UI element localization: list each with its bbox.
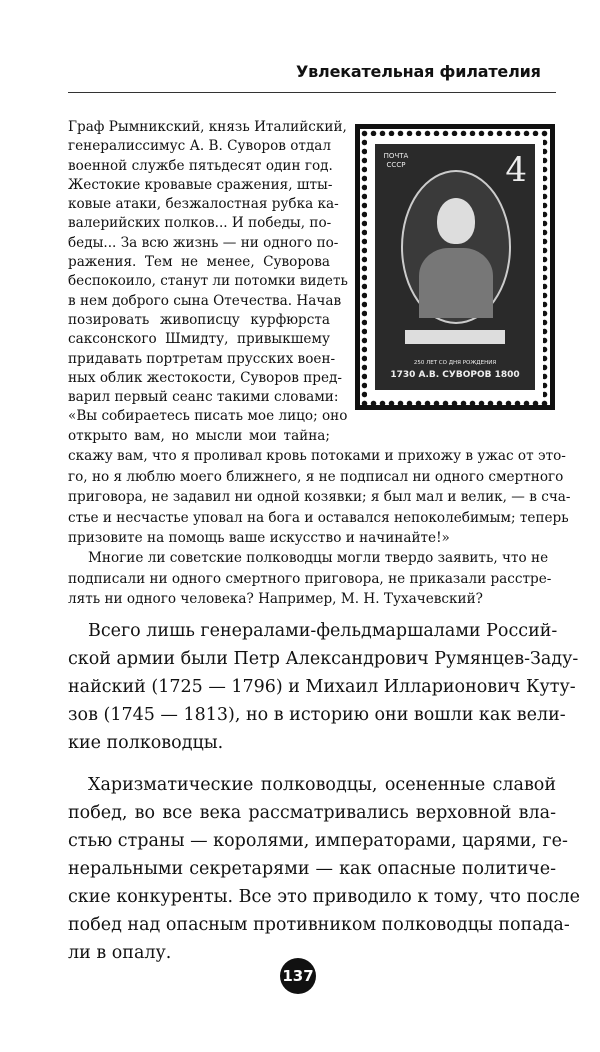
text-line: зов (1745 — 1813), но в историю они вошли как вели- <box>68 705 566 725</box>
text-line: Всего лишь генералами-фельдмаршалами Россий- <box>88 621 558 641</box>
text-line: саксонского Шмидту, привыкшему <box>68 331 330 348</box>
text-line: ных облик жестокости, Суворов пред- <box>68 369 342 386</box>
text-line: найский (1725 — 1796) и Михаил Илларионович Куту- <box>68 677 576 697</box>
stamp-caption: 1730 А.В. СУВОРОВ 1800 <box>390 370 520 380</box>
text-line: неральными секретарями — как опасные политиче- <box>68 859 556 879</box>
text-line: ские конкуренты. Все это приводило к тому, что после <box>68 887 580 907</box>
text-line: стье и несчастье уповал на бога и оставался непоколебимым; теперь <box>68 509 569 526</box>
header-rule <box>68 92 556 93</box>
sidebar-question <box>68 548 552 610</box>
text-line: «Вы собираетесь писать мое лицо; оно <box>68 408 348 425</box>
paragraph-field-marshals <box>68 617 579 757</box>
text-line: подписали ни одного смертного приговора, не приказали расстре- <box>68 570 552 587</box>
portrait-oval <box>401 170 511 324</box>
text-line: побед над опасным противником полководцы попада- <box>68 915 570 935</box>
stamp-ribbon <box>405 330 505 344</box>
text-line: го, но я люблю моего ближнего, я не подписал ни одного смертного <box>68 468 564 485</box>
text-line: лять ни одного человека? Например, М. Н. Тухачевский? <box>68 591 483 607</box>
text-line: Жестокие кровавые сражения, шты- <box>68 176 333 193</box>
text-line: кие полководцы. <box>68 733 224 753</box>
text-line: Граф Рымникский, князь Италийский, <box>68 119 347 135</box>
text-line: скажу вам, что я проливал кровь потоками и прихожу в ужас от это- <box>68 448 566 464</box>
sidebar-text-full <box>68 446 571 549</box>
text-line: валерийских полков... И победы, по- <box>68 215 332 232</box>
text-line: ражения. Тем не менее, Суворова <box>68 254 330 271</box>
text-line: ковые атаки, безжалостная рубка ка- <box>68 196 339 213</box>
page-number: 137 <box>280 958 316 994</box>
text-line: стью страны — королями, императорами, царями, ге- <box>68 831 568 851</box>
sidebar-text-wrapped <box>68 118 348 446</box>
stamp-value: 4 <box>505 150 527 190</box>
text-line: открыто вам, но мысли мои тайна; <box>68 427 330 444</box>
text-line: побед, во все века рассматривались верховной вла- <box>68 803 556 823</box>
text-line: беды... За всю жизнь — ни одного по- <box>68 234 339 251</box>
text-line: ли в опалу. <box>68 943 172 963</box>
text-line: беспокоило, станут ли потомки видеть <box>68 273 348 290</box>
text-line: призовите на помощь ваше искусство и начинайте!» <box>68 530 450 546</box>
stamp-postal-label: ПОЧТА СССР <box>383 152 409 169</box>
stamp-caption-small: 250 ЛЕТ СО ДНЯ РОЖДЕНИЯ <box>413 360 497 366</box>
text-line: Многие ли советские полководцы могли твердо заявить, что не <box>88 550 549 566</box>
text-line: в нем доброго сына Отечества. Начав <box>68 292 342 309</box>
text-line: приговора, не задавил ни одной козявки; я был мал и велик, — в сча- <box>68 489 571 505</box>
text-line: придавать портретам прусских воен- <box>68 350 336 367</box>
text-line: военной службе пятьдесят один год. <box>68 157 333 174</box>
text-line: генералиссимус А. В. Суворов отдал <box>68 138 332 155</box>
text-line: Харизматические полководцы, осененные славой <box>88 775 556 795</box>
suvorov-postage-stamp <box>355 124 555 410</box>
paragraph-charismatic-commanders <box>68 771 580 967</box>
stamp-portrait <box>375 144 535 390</box>
text-line: позировать живописцу курфюрста <box>68 311 330 328</box>
running-header: Увлекательная филателия <box>296 62 541 81</box>
text-line: варил первый сеанс такими словами: <box>68 389 339 406</box>
text-line: ской армии были Петр Александрович Румянцев-Заду- <box>68 649 579 669</box>
